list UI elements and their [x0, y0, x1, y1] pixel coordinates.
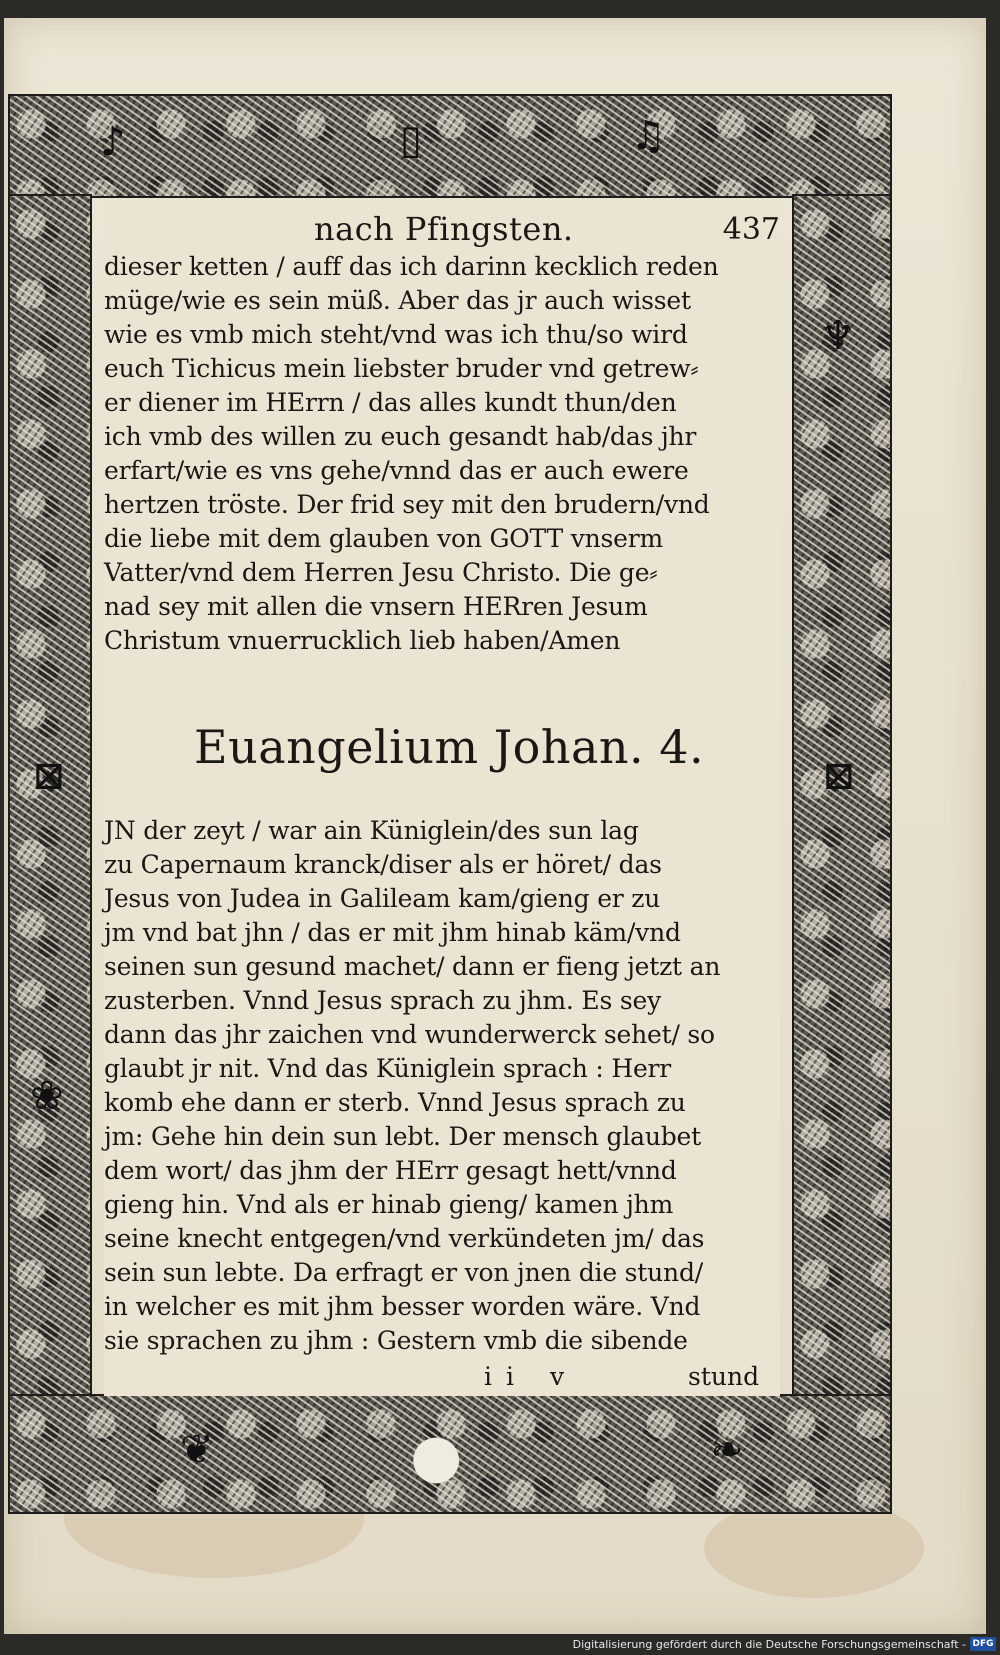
- page-number: 437: [722, 212, 780, 247]
- gospel-line: gieng hin. Vnd als er hinab gieng/ kamen jhm: [104, 1190, 674, 1219]
- gospel-line: JN der zeyt / war ain Küniglein/des sun lag: [104, 816, 639, 845]
- gospel-line: jm: Gehe hin dein sun lebt. Der mensch glaubet: [104, 1122, 702, 1151]
- gospel-line: sie sprachen zu jhm : Gestern vmb die sibende: [104, 1326, 688, 1355]
- epistle-line: er diener im HErrn / das alles kundt thun/den: [104, 388, 677, 417]
- dfg-logo-icon: DFG: [970, 1637, 996, 1651]
- fish-ornament-icon: ❦: [180, 1427, 214, 1473]
- epistle-line: erfart/wie es vns gehe/vnnd das er auch ewere: [104, 456, 689, 485]
- epistle-line: ich vmb des willen zu euch gesandt hab/das jhr: [104, 422, 697, 451]
- epistle-line: euch Tichicus mein liebster bruder vnd getrew⸗: [104, 354, 699, 383]
- text-block: [104, 200, 780, 1396]
- gospel-line: zusterben. Vnnd Jesus sprach zu jhm. Es sey: [104, 986, 662, 1015]
- gospel-line: glaubt jr nit. Vnd das Küniglein sprach : Herr: [104, 1054, 672, 1083]
- epistle-line: hertzen tröste. Der frid sey mit den brudern/vnd: [104, 490, 710, 519]
- gospel-line: seinen sun gesund machet/ dann er fieng jetzt an: [104, 952, 721, 981]
- gospel-line: Jesus von Judea in Galileam kam/gieng er zu: [104, 884, 661, 913]
- section-heading: Euangelium Johan. 4.: [194, 720, 705, 774]
- lantern-ornament-icon: ▯: [400, 117, 423, 163]
- sun-ornament-icon: ●: [410, 1421, 463, 1491]
- epistle-line: müge/wie es sein müß. Aber das jr auch wisset: [104, 286, 691, 315]
- woodcut-border-left: [10, 196, 90, 1396]
- signature-mark: ii v: [484, 1362, 579, 1391]
- bird-ornament-icon: ❧: [710, 1427, 744, 1473]
- paper-stain: [704, 1498, 924, 1598]
- gospel-line: jm vnd bat jhn / das er mit jhm hinab käm/vnd: [104, 918, 681, 947]
- running-head: [104, 206, 780, 252]
- woodcut-border-top: [10, 96, 890, 196]
- gospel-line: dann das jhr zaichen vnd wunderwerck sehet/ so: [104, 1020, 715, 1049]
- book-page: [4, 18, 986, 1636]
- epistle-line: dieser ketten / auff das ich darinn kecklich reden: [104, 252, 719, 281]
- catchword: stund: [688, 1362, 760, 1391]
- gospel-line: dem wort/ das jhm der HErr gesagt hett/vnnd: [104, 1156, 677, 1185]
- gospel-line: seine knecht entgegen/vnd verkündeten jm/ das: [104, 1224, 705, 1253]
- footer-credit: Digitalisierung gefördert durch die Deutsche Forschungsgemeinschaft -: [572, 1638, 966, 1651]
- epistle-line: wie es vmb mich steht/vnd was ich thu/so wird: [104, 320, 688, 349]
- epistle-line: Christum vnuerrucklich lieb haben/Amen: [104, 626, 621, 655]
- epistle-line: nad sey mit allen die vnsern HERren Jesum: [104, 592, 648, 621]
- woodcut-border-bottom: [10, 1396, 890, 1512]
- gospel-line: sein sun lebte. Da erfragt er von jnen die stund/: [104, 1258, 703, 1287]
- gospel-line: in welcher es mit jhm besser worden wäre. Vnd: [104, 1292, 701, 1321]
- digitization-footer: [0, 1634, 1000, 1655]
- epistle-line: Vatter/vnd dem Herren Jesu Christo. Die ge⸗: [104, 558, 658, 587]
- epistle-line: die liebe mit dem glauben von GOTT vnserm: [104, 524, 664, 553]
- running-title: nach Pfingsten.: [314, 210, 574, 248]
- gospel-line: zu Capernaum kranck/diser als er höret/ das: [104, 850, 662, 879]
- woodcut-border-right: [794, 196, 890, 1396]
- gospel-line: komb ehe dann er sterb. Vnnd Jesus sprach zu: [104, 1088, 686, 1117]
- trumpet-ornament-icon: ♫: [630, 113, 666, 159]
- music-sheet-ornament-icon: ♪: [100, 119, 126, 165]
- cross-ornament-icon: ⊠: [32, 753, 66, 799]
- cherub-ornament-icon: ❀: [30, 1073, 64, 1119]
- cross-ornament-icon: ⊠: [822, 753, 856, 799]
- figure-ornament-icon: ♆: [820, 313, 856, 359]
